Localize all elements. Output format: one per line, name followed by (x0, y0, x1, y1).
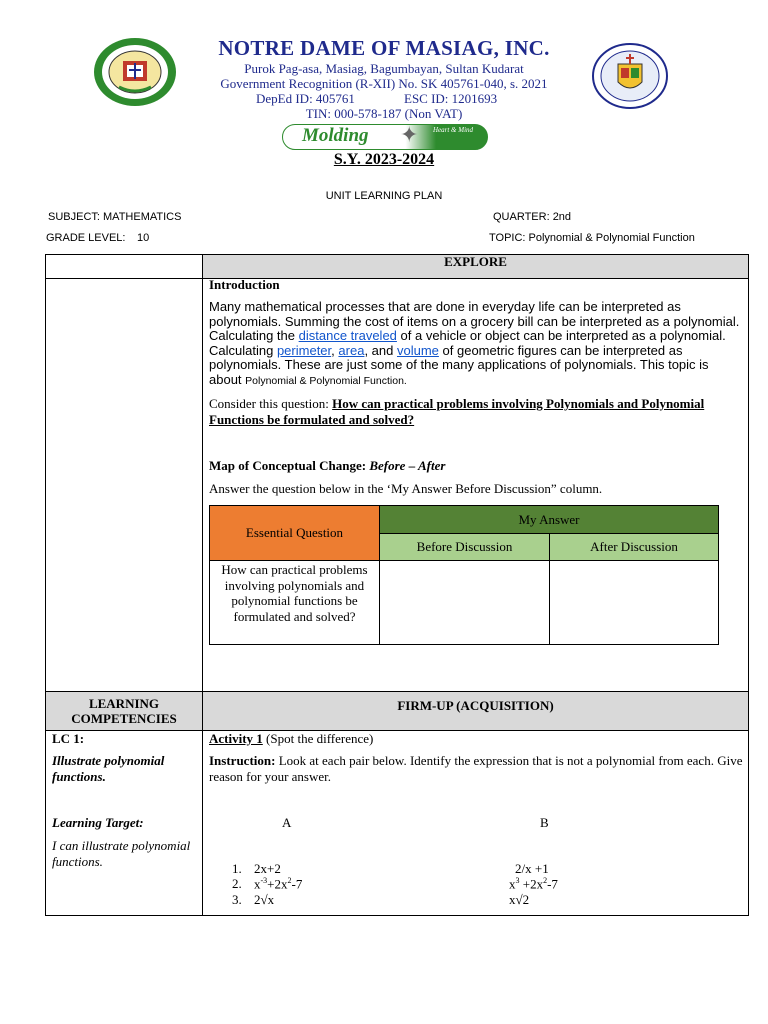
my-answer-header: My Answer (380, 506, 719, 534)
volume-link[interactable]: volume (396, 342, 439, 358)
subject-label: SUBJECT: MATHEMATICS (48, 211, 182, 223)
item-b-expression: x√2 (509, 892, 530, 907)
learning-target-text: I can illustrate polynomial functions. (52, 838, 191, 869)
column-a-label: A (282, 815, 292, 830)
item-a-expression: 2√x (254, 892, 275, 907)
plan-title: UNIT LEARNING PLAN (325, 190, 443, 202)
map-before-after: Before – After (369, 458, 446, 473)
and-text: , and (364, 342, 394, 358)
school-address: Purok Pag-asa, Masiag, Bagumbayan, Sultan Kudarat (244, 61, 524, 76)
grade-level-label: GRADE LEVEL: (46, 232, 126, 244)
item-number: 2. (232, 876, 242, 891)
expr-exponent: 3 (515, 876, 520, 885)
map-label: Map of Conceptual Change: (209, 458, 367, 473)
intro-text-1: Many mathematical processes that are done in everyday life can be interpreted as polynomials. Summing the cost of items on a grocery bill can be interpreted as a polynomial. Calculating the (209, 299, 740, 344)
lc-label: LC 1: (52, 731, 85, 746)
area-link[interactable]: area (338, 342, 365, 358)
item-number: 3. (232, 892, 242, 907)
quarter-label: QUARTER: 2nd (493, 211, 572, 223)
before-discussion-header: Before Discussion (380, 534, 550, 561)
perimeter-link[interactable]: perimeter (276, 342, 332, 358)
intro-topic: Polynomial & Polynomial Function. (245, 374, 407, 387)
item-a-expression: 2x+2 (254, 861, 281, 876)
lc-text: Illustrate polynomial functions. (52, 753, 165, 784)
expr-part: x (254, 876, 261, 892)
motto-main: Molding (302, 125, 369, 146)
item-number: 1. (232, 861, 242, 876)
grade-level-value: 10 (137, 232, 150, 244)
item-b-expression (509, 876, 558, 892)
deped-id: DepEd ID: 405761 (256, 91, 355, 106)
star-icon: ✦ (400, 122, 419, 147)
introduction-paragraph (209, 300, 743, 389)
after-discussion-header: After Discussion (550, 534, 719, 561)
instruction-label: Instruction: (209, 753, 276, 768)
expr-exponent: -3 (260, 876, 268, 885)
intro-text-3: of geometric figures can be interpreted as polynomials. These are just some of the many applications of polynomials. This topic is about (209, 342, 709, 387)
expr-part: -7 (547, 876, 558, 892)
item-a-expression (254, 876, 302, 892)
after-discussion-answer[interactable] (550, 561, 719, 645)
before-discussion-answer[interactable] (380, 561, 550, 645)
intro-text-2: of a vehicle or object can be interpreted as a polynomial. Calculating (209, 328, 726, 358)
expr-exponent: 2 (543, 876, 548, 885)
expr-part: +2x (267, 876, 288, 892)
school-year: S.Y. 2023-2024 (333, 151, 435, 168)
essential-question-header: Essential Question (210, 506, 380, 561)
school-logo-right (591, 42, 669, 110)
activity-instruction (209, 753, 743, 784)
expr-part: x (509, 876, 516, 892)
activity-label: Activity 1 (209, 731, 263, 746)
comma: , (331, 342, 335, 358)
item-b-expression: 2/x +1 (515, 861, 549, 876)
consider-label: Consider this question: (209, 396, 329, 411)
consider-question (209, 396, 743, 427)
esc-id: ESC ID: 1201693 (404, 91, 498, 106)
motto-sub: Heart & Mind (432, 126, 474, 134)
essential-question-table (209, 505, 719, 645)
map-conceptual-change (209, 458, 445, 474)
distance-traveled-link[interactable]: distance traveled (298, 328, 397, 344)
column-b-label: B (540, 815, 549, 830)
expr-exponent: 2 (287, 876, 292, 885)
explore-header: EXPLORE (444, 254, 507, 269)
activity-title (209, 731, 373, 747)
school-name: NOTRE DAME OF MASIAG, INC. (218, 36, 550, 60)
government-recognition: Government Recognition (R-XII) No. SK 405761-040, s. 2021 (220, 76, 548, 91)
motto-banner (282, 124, 486, 150)
introduction-heading: Introduction (209, 277, 280, 292)
learning-competencies-header: LEARNING COMPETENCIES (71, 696, 177, 726)
essential-question-text: How can practical problems involving polynomials and polynomial functions be formulated and solved? (210, 561, 380, 645)
instruction-text: Look at each pair below. Identify the expression that is not a polynomial from each. Give reason for your answer. (209, 753, 743, 784)
expr-part: -7 (291, 876, 303, 892)
activity-note: (Spot the difference) (266, 731, 374, 746)
tin-number: TIN: 000-578-187 (Non VAT) (305, 106, 463, 121)
expr-part: +2x (519, 876, 544, 892)
topic-label: TOPIC: Polynomial & Polynomial Function (489, 232, 695, 244)
driving-question: How can practical problems involving Polynomials and Polynomial Functions be formulated and solved? (209, 396, 705, 427)
firm-up-header: FIRM-UP (ACQUISITION) (397, 697, 554, 713)
answer-instruction: Answer the question below in the ‘My Answer Before Discussion” column. (209, 481, 603, 496)
learning-target-label: Learning Target: (52, 815, 144, 830)
